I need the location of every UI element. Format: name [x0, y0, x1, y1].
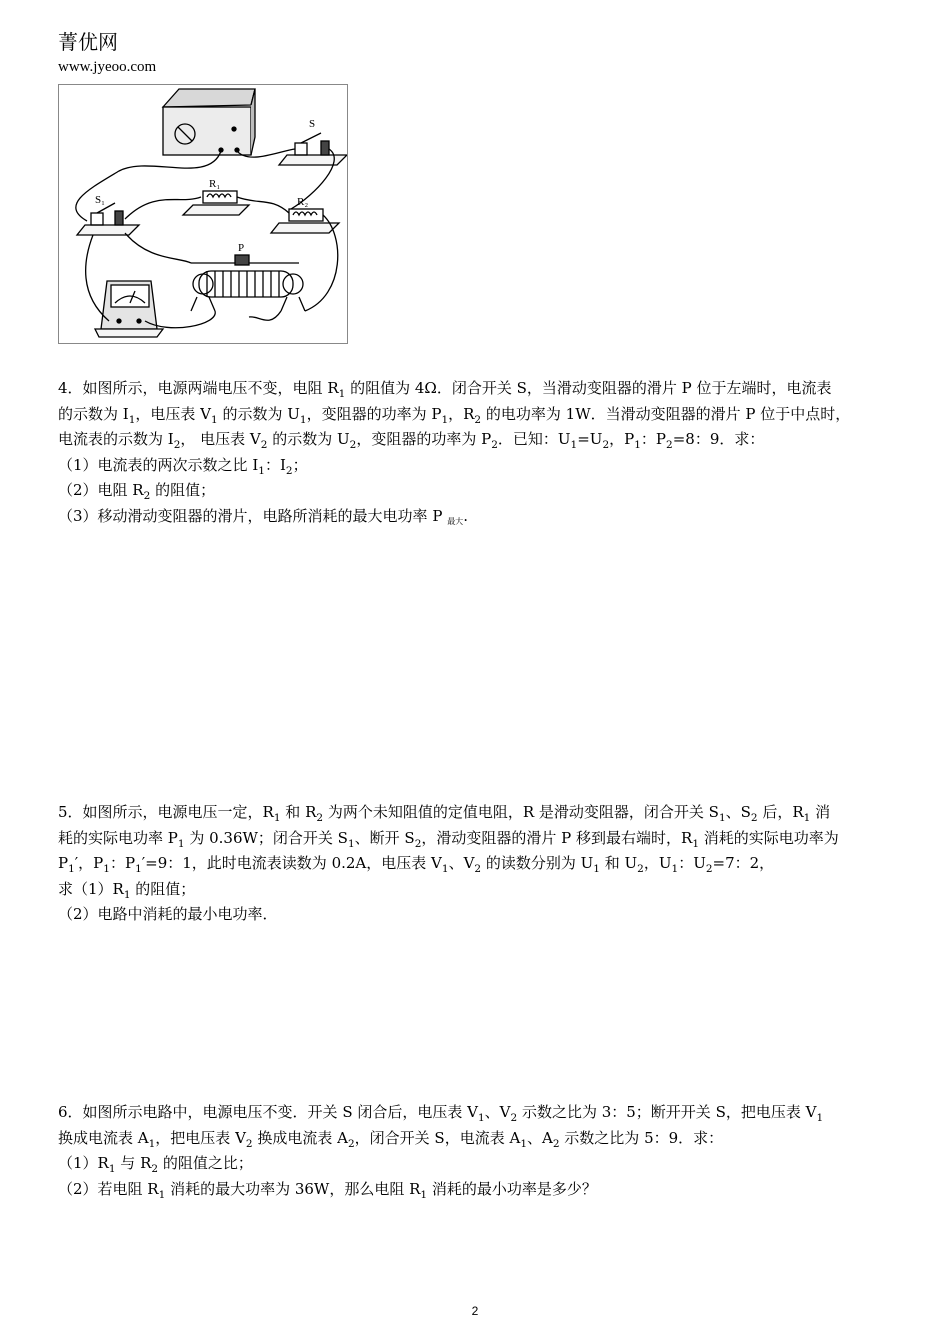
circuit-figure	[58, 84, 348, 344]
q4-line-4: （1）电流表的两次示数之比 $I_1$：$I_2$；	[58, 455, 308, 477]
q4-line-6: （3）移动滑动变阻器的滑片，电路所消耗的最大电功率 P $_{最大}$.	[58, 506, 468, 526]
page-number: 2	[471, 1304, 479, 1318]
q4-line-2: 的示数为 $I_1$，电压表 $V_1$ 的示数为 $U_1$，变阻器的功率为 $P_1$，$R_2$ 的电功率为 1W．当滑动变阻器的滑片 P 位于中点时，	[58, 404, 851, 426]
q4-line-3: 电流表的示数为 $I_2$， 电压表 $V_2$ 的示数为 $U_2$，变阻器的功率为 $P_2$．已知：$U_1=U_2$，$P_1$：$P_2=8$：9．求：	[58, 430, 765, 451]
label-switch-s: S	[309, 118, 316, 130]
label-r2: R₂	[297, 196, 309, 208]
q5-line-4: 求$(1)R_1$ 的阻值；	[58, 879, 196, 901]
site-url: www.jyeoo.com	[58, 59, 157, 75]
question-6	[58, 1100, 900, 1202]
q5-line-2: 耗的实际电功率 $P_1$ 为 0.36W；闭合开关 $S_1$、断开 $S_2$，滑动变阻器的滑片 P 移到最右端时，$R_1$ 消耗的实际电功率为	[58, 828, 839, 850]
q5-line-3: $P_1'$，$P_1$：$P_1'=9$：1，此时电流表读数为 0.2A，电压表 $V_1$、$V_2$ 的读数分别为 $U_1$ 和 $U_2$，$U_1$：$U_2=7$：2，	[58, 854, 775, 875]
question-4	[58, 376, 900, 534]
q6-line-4: （2）若电阻 $R_1$ 消耗的最大功率为 36W，那么电阻 $R_1$ 消耗的最小功率是多少？	[58, 1179, 597, 1201]
q4-line-1: 4．如图所示，电源两端电压不变，电阻 $R_1$ 的阻值为 4Ω．闭合开关 S，当滑动变阻器的滑片 P 位于左端时，电流表	[58, 379, 832, 400]
q5-line-1: 5．如图所示，电源电压一定，$R_1$ 和 $R_2$ 为两个未知阻值的定值电阻，R 是滑动变阻器，闭合开关 $S_1$、$S_2$ 后，$R_1$ 消	[58, 803, 831, 824]
label-r1: R₁	[209, 178, 221, 190]
q6-line-3: $(1)R_1$ 与 $R_2$ 的阻值之比；	[58, 1154, 253, 1175]
circuit-drawing	[59, 85, 347, 343]
question-5	[58, 800, 900, 928]
brand-logo-text: 菁优网	[58, 30, 118, 54]
q4-line-5: （2）电阻 $R_2$ 的阻值；	[58, 481, 216, 502]
label-switch-s1: S₁	[95, 194, 105, 206]
label-slider-p: P	[238, 242, 245, 254]
q6-line-2: 换成电流表 $A_1$，把电压表 $V_2$ 换成电流表 $A_2$，闭合开关 S，电流表 $A_1$、$A_2$ 示数之比为 5：9．求：	[58, 1128, 724, 1150]
q5-line-5: （2）电路中消耗的最小电功率．	[58, 905, 278, 923]
q6-line-1: 6．如图所示电路中，电源电压不变．开关 S 闭合后，电压表 $V_1$、$V_2$ 示数之比为 3：5；断开开关 S，把电压表 $V_1$	[58, 1103, 824, 1124]
